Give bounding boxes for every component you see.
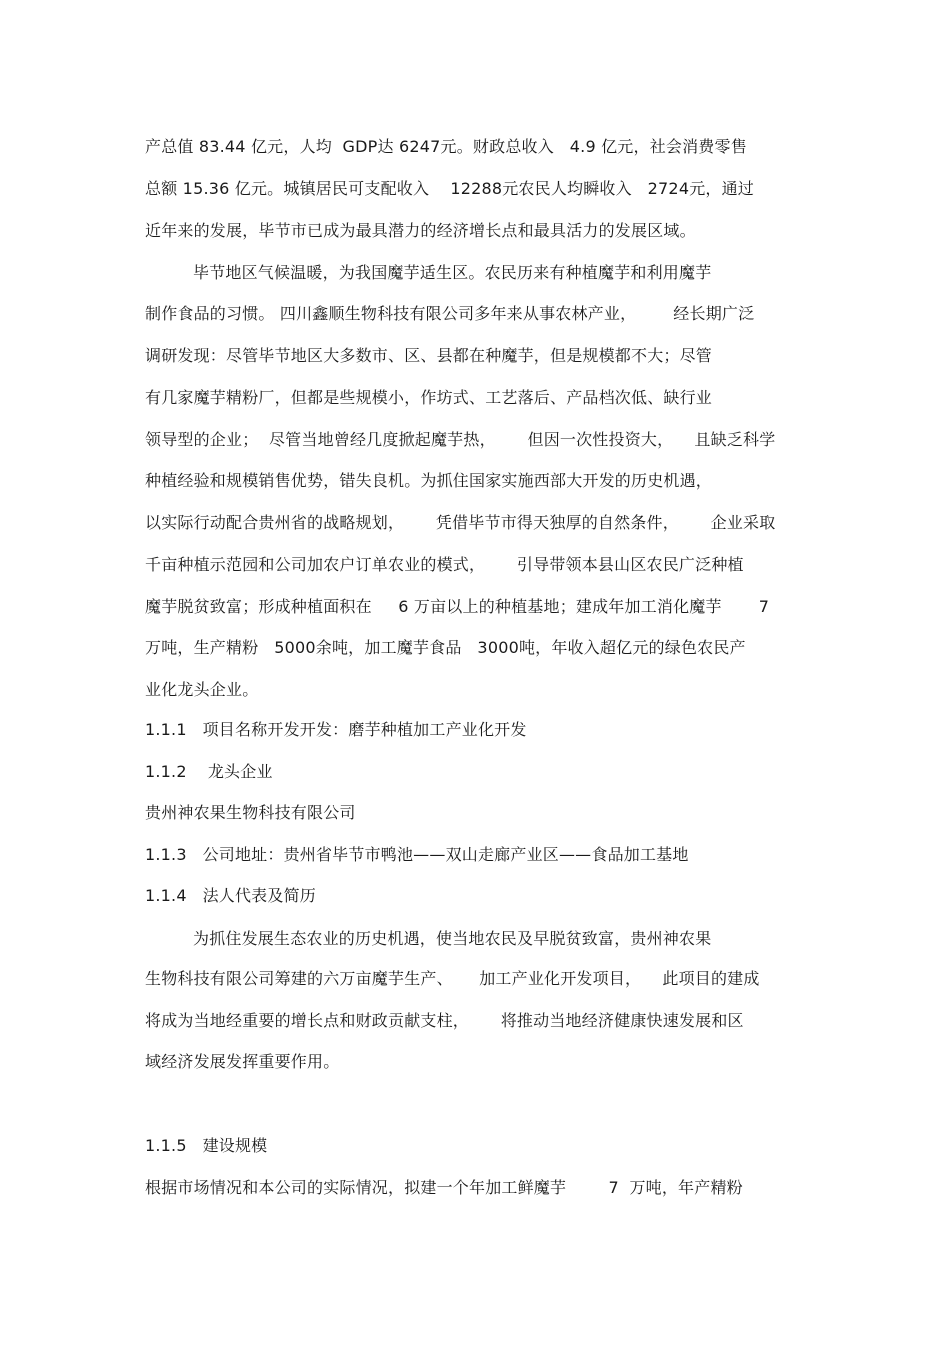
section-heading-1-1-4: 1.1.4 法人代表及简历 (145, 886, 316, 905)
paragraph-2-line-10: 万吨，生产精粉 5000余吨，加工魔芋食品 3000吨，年收入超亿元的绿色农民产 (145, 638, 746, 657)
paragraph-3-line-3: 将成为当地经重要的增长点和财政贡献支柱， 将推动当地经济健康快速发展和区 (145, 1011, 744, 1030)
paragraph-2-line-6: 种植经验和规模销售优势，错失良机。为抓住国家实施西部大开发的历史机遇， (145, 471, 713, 490)
paragraph-2-line-9: 魔芋脱贫致富；形成种植面积在 6 万亩以上的种植基地；建成年加工消化魔芋 7 (145, 597, 770, 616)
paragraph-4-line-1: 根据市场情况和本公司的实际情况，拟建一个年加工鲜魔芋 7 万吨，年产精粉 (145, 1178, 743, 1197)
paragraph-1-line-2: 总额 15.36 亿元。城镇居民可支配收入 12288元农民人均瞬收入 2724元，通过 (145, 179, 754, 198)
paragraph-1-line-3: 近年来的发展，毕节市已成为最具潜力的经济增长点和最具活力的发展区域。 (145, 221, 696, 240)
paragraph-2-line-5: 领导型的企业； 尽管当地曾经几度掀起魔芋热， 但因一次性投资大， 且缺乏科学 (145, 430, 776, 449)
paragraph-3-line-1: 为抓住发展生态农业的历史机遇，使当地农民及早脱贫致富，贵州神农果 (193, 929, 712, 948)
paragraph-2-line-7: 以实际行动配合贵州省的战略规划， 凭借毕节市得天独厚的自然条件， 企业采取 (145, 513, 776, 532)
section-heading-1-1-5: 1.1.5 建设规模 (145, 1136, 268, 1155)
paragraph-2-line-4: 有几家魔芋精粉厂，但都是些规模小，作坊式、工艺落后、产品档次低、缺行业 (145, 388, 713, 407)
paragraph-2-line-11: 业化龙头企业。 (145, 680, 259, 699)
section-heading-1-1-1: 1.1.1 项目名称开发开发：磨芋种植加工产业化开发 (145, 720, 527, 739)
paragraph-2-line-3: 调研发现：尽管毕节地区大多数市、区、县都在种魔芋，但是规模都不大；尽管 (145, 346, 713, 365)
paragraph-3-line-2: 生物科技有限公司筹建的六万亩魔芋生产、 加工产业化开发项目， 此项目的建成 (145, 969, 760, 988)
section-heading-1-1-2: 1.1.2 龙头企业 (145, 762, 273, 781)
company-name: 贵州神农果生物科技有限公司 (145, 803, 356, 822)
paragraph-2-line-2: 制作食品的习惯。 四川鑫顺生物科技有限公司多年来从事农林产业， 经长期广泛 (145, 304, 755, 323)
paragraph-2-line-1: 毕节地区气候温暖，为我国魔芋适生区。农民历来有种植魔芋和利用魔芋 (193, 263, 712, 282)
paragraph-1-line-1: 产总值 83.44 亿元，人均 GDP达 6247元。财政总收入 4.9 亿元，社会消费零售 (145, 137, 747, 156)
section-heading-1-1-3: 1.1.3 公司地址：贵州省毕节市鸭池——双山走廊产业区——食品加工基地 (145, 845, 689, 864)
paragraph-2-line-8: 千亩种植示范园和公司加农户订单农业的模式， 引导带领本县山区农民广泛种植 (145, 555, 744, 574)
paragraph-3-line-4: 域经济发展发挥重要作用。 (145, 1052, 340, 1071)
